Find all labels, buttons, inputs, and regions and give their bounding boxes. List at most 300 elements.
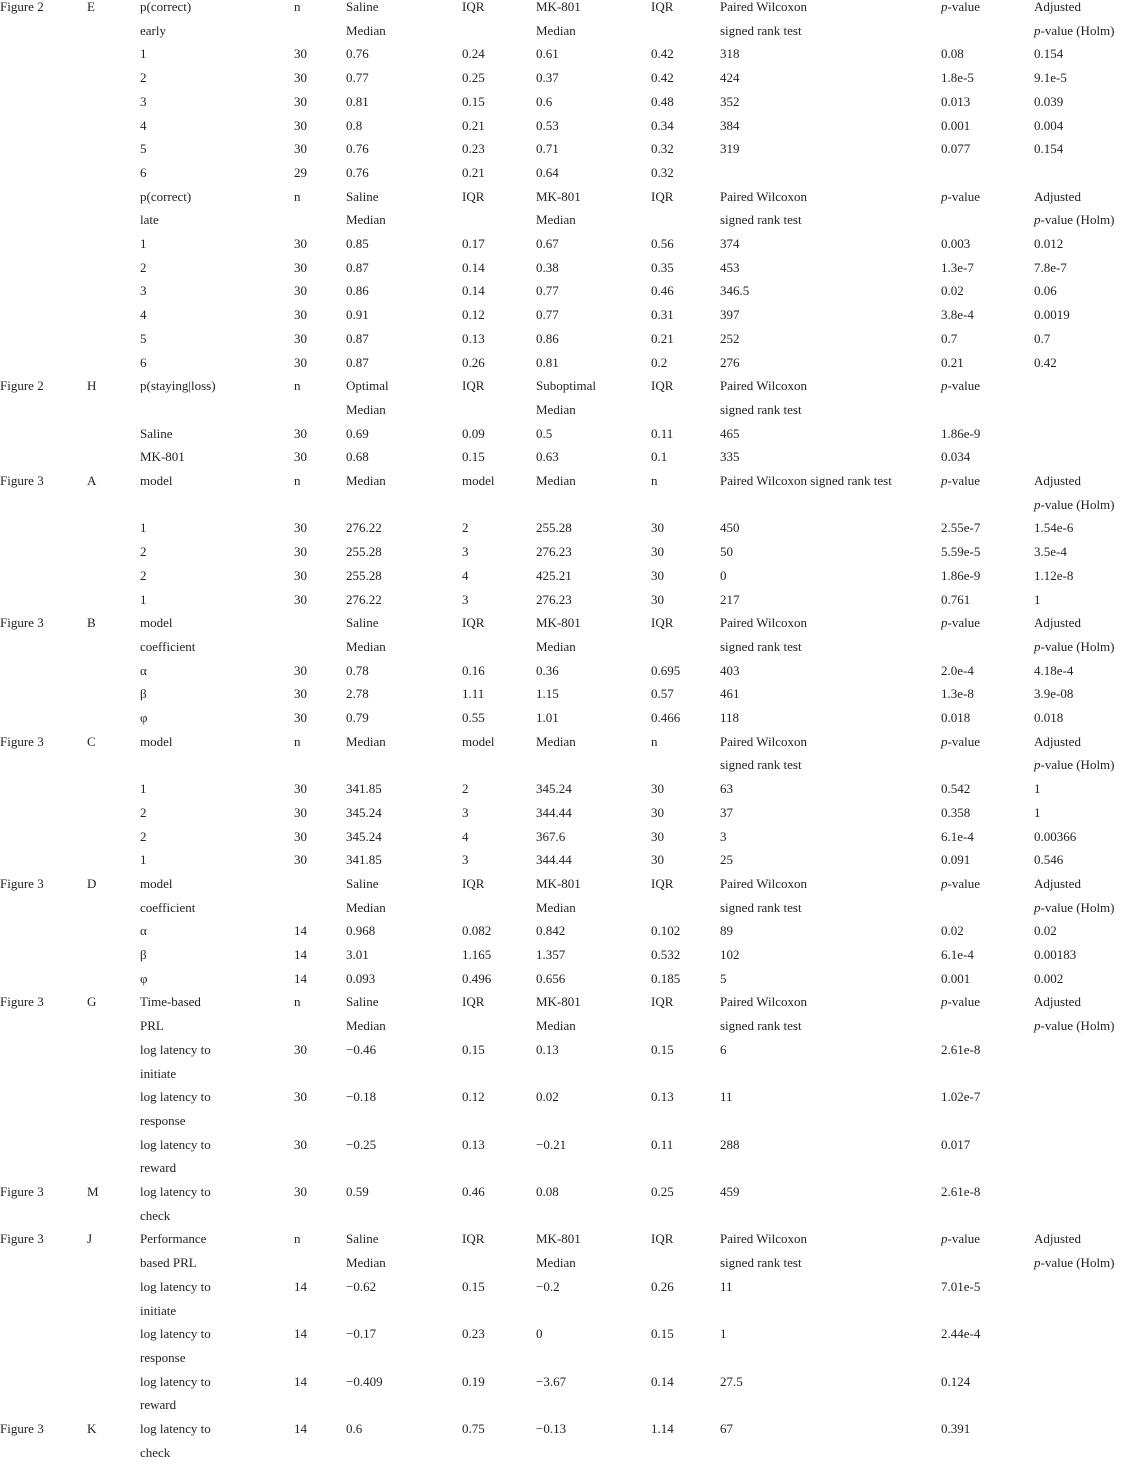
cell-panel: M (87, 1184, 99, 1199)
cell-group1: Saline (346, 615, 379, 631)
cell-test: signed rank test (720, 1255, 802, 1271)
cell-test: 3 (720, 828, 727, 844)
cell-iqr1: 0.21 (462, 117, 485, 133)
cell-test: 397 (720, 307, 740, 323)
cell-test: signed rank test (720, 212, 802, 228)
cell-p-value: 0.001 (941, 117, 971, 133)
cell-p-value: 1.02e-7 (941, 1089, 981, 1105)
cell-group1: 0.79 (346, 710, 369, 725)
cell-figure: Figure 3 (0, 994, 44, 1010)
cell-p-value: p-value (941, 733, 980, 749)
cell-iqr2: 0.25 (651, 1184, 674, 1199)
cell-iqr2: 30 (651, 544, 664, 560)
cell-test: 6 (720, 1041, 727, 1057)
cell-iqr1: 3 (462, 591, 469, 607)
cell-group1: 0.87 (346, 354, 369, 370)
table-row (0, 919, 1145, 943)
cell-group1: Median (346, 638, 386, 654)
cell-test: 461 (720, 686, 740, 702)
cell-iqr2: IQR (651, 1231, 674, 1247)
cell-group2: MK-801 (536, 188, 581, 204)
cell-n: 30 (294, 425, 307, 441)
cell-variable: 6 (140, 354, 147, 370)
table-row (0, 730, 1145, 754)
cell-adjusted-p: 1.54e-6 (1034, 520, 1074, 536)
cell-group1: 0.76 (346, 164, 369, 180)
cell-adjusted-p: p-value (Holm) (1034, 22, 1115, 38)
cell-group1: Median (346, 899, 386, 915)
cell-iqr1: 0.17 (462, 236, 485, 251)
cell-adjusted-p: p-value (Holm) (1034, 757, 1115, 773)
cell-adjusted-p: 0.004 (1034, 117, 1064, 133)
cell-iqr2: 0.26 (651, 1278, 674, 1294)
cell-test: 217 (720, 591, 740, 607)
cell-variable: 4 (140, 307, 147, 323)
cell-variable: MK-801 (140, 449, 185, 465)
cell-test: signed rank test (720, 899, 802, 915)
cell-iqr2: 30 (651, 781, 664, 797)
table-row (0, 1251, 1145, 1275)
cell-iqr1: 2 (462, 520, 469, 536)
cell-iqr1: IQR (462, 0, 485, 14)
cell-test: 25 (720, 852, 733, 868)
table-row (0, 1156, 1145, 1180)
cell-group1: Saline (346, 875, 379, 891)
cell-variable: PRL (140, 1018, 164, 1034)
cell-group2: Median (536, 899, 576, 915)
cell-iqr2: 30 (651, 828, 664, 844)
cell-n: 14 (294, 1326, 307, 1342)
cell-group1: 276.22 (346, 591, 382, 607)
cell-adjusted-p: 0.7 (1034, 330, 1051, 346)
cell-iqr1: 0.55 (462, 710, 485, 725)
cell-iqr1: 0.082 (462, 923, 492, 939)
cell-variable: response (140, 1349, 186, 1365)
cell-group2: Median (536, 638, 576, 654)
cell-n: n (294, 0, 301, 14)
cell-iqr1: 3 (462, 804, 469, 820)
cell-iqr2: n (651, 733, 658, 749)
cell-p-value: 0.02 (941, 923, 964, 939)
cell-p-value: 2.44e-4 (941, 1326, 981, 1342)
cell-panel: B (87, 615, 96, 631)
table-row (0, 1038, 1145, 1062)
cell-n: 30 (294, 520, 307, 536)
cell-group1: Saline (346, 0, 379, 14)
cell-figure: Figure 2 (0, 0, 44, 14)
cell-variable: β (140, 686, 147, 702)
cell-n: 30 (294, 283, 307, 299)
cell-test: 335 (720, 449, 740, 465)
cell-p-value: 0.091 (941, 852, 971, 868)
cell-iqr1: 0.23 (462, 1326, 485, 1342)
cell-iqr2: 0.102 (651, 923, 681, 939)
table-row (0, 351, 1145, 375)
cell-variable: 2 (140, 804, 147, 820)
cell-test: 118 (720, 710, 740, 725)
table-row (0, 469, 1145, 493)
cell-group1: Optimal (346, 378, 389, 394)
table-row (0, 256, 1145, 280)
cell-p-value: 5.59e-5 (941, 544, 981, 560)
table-row (0, 232, 1145, 256)
cell-figure: Figure 3 (0, 733, 44, 749)
cell-group2: Median (536, 22, 576, 38)
cell-n: 30 (294, 46, 307, 62)
cell-group2: 1.15 (536, 686, 559, 702)
cell-group2: 345.24 (536, 781, 572, 797)
cell-iqr2: 30 (651, 852, 664, 868)
cell-p-value: p-value (941, 615, 980, 631)
cell-iqr1: IQR (462, 994, 485, 1010)
cell-iqr1: 0.13 (462, 1136, 485, 1152)
cell-p-value: p-value (941, 473, 980, 488)
cell-group1: 0.76 (346, 46, 369, 62)
cell-iqr2: 0.34 (651, 117, 674, 133)
cell-adjusted-p: 0.154 (1034, 141, 1064, 157)
cell-iqr1: 2 (462, 781, 469, 797)
table-row (0, 1322, 1145, 1346)
cell-group1: 0.968 (346, 923, 376, 939)
cell-adjusted-p: 0.02 (1034, 923, 1057, 939)
cell-test: 1 (720, 1326, 727, 1342)
cell-iqr1: 0.19 (462, 1373, 485, 1389)
cell-p-value: 1.3e-7 (941, 259, 974, 275)
cell-variable: model (140, 875, 173, 891)
cell-n: n (294, 1231, 301, 1247)
cell-panel: C (87, 733, 96, 749)
cell-variable: coefficient (140, 899, 196, 915)
cell-iqr2: 30 (651, 567, 664, 583)
cell-variable: 5 (140, 330, 147, 346)
cell-test: Paired Wilcoxon (720, 0, 807, 14)
cell-group2: 0.71 (536, 141, 559, 157)
cell-n: 14 (294, 923, 307, 939)
cell-iqr2: 0.532 (651, 947, 681, 962)
cell-p-value: 0.034 (941, 449, 971, 465)
table-row (0, 848, 1145, 872)
cell-n: 30 (294, 117, 307, 133)
cell-p-value: 1.8e-5 (941, 70, 974, 86)
cell-iqr1: 0.12 (462, 307, 485, 323)
cell-iqr1: 4 (462, 828, 469, 844)
cell-group2: 367.6 (536, 828, 566, 844)
cell-group2: 0.13 (536, 1041, 559, 1057)
table-row (0, 1062, 1145, 1086)
table-row (0, 1085, 1145, 1109)
cell-group1: 0.093 (346, 970, 376, 986)
cell-iqr2: 0.695 (651, 662, 681, 678)
cell-group2: 0.08 (536, 1184, 559, 1199)
cell-variable: 1 (140, 46, 147, 62)
cell-group1: Saline (346, 1231, 379, 1247)
cell-group1: −0.18 (346, 1089, 377, 1105)
cell-adjusted-p: 0.00183 (1034, 947, 1077, 962)
cell-p-value: 0.003 (941, 236, 971, 251)
cell-group2: 0.64 (536, 164, 559, 180)
cell-p-value: p-value (941, 994, 980, 1010)
cell-test: signed rank test (720, 401, 802, 417)
cell-iqr2: 1.14 (651, 1421, 674, 1436)
cell-test: Paired Wilcoxon (720, 1231, 807, 1247)
cell-iqr2: 0.35 (651, 259, 674, 275)
cell-iqr1: 0.12 (462, 1089, 485, 1105)
cell-n: 14 (294, 970, 307, 986)
cell-test: 319 (720, 141, 740, 157)
cell-iqr2: 0.46 (651, 283, 674, 299)
cell-iqr2: n (651, 473, 658, 488)
cell-variable: log latency to (140, 1041, 211, 1057)
cell-variable: log latency to (140, 1421, 211, 1436)
cell-variable: 6 (140, 164, 147, 180)
cell-group1: 0.91 (346, 307, 369, 323)
cell-group1: 0.87 (346, 330, 369, 346)
cell-variable: log latency to (140, 1089, 211, 1105)
cell-variable: reward (140, 1397, 177, 1413)
cell-variable: α (140, 662, 147, 678)
cell-variable: 4 (140, 117, 147, 133)
cell-variable: Performance (140, 1231, 207, 1247)
table-row (0, 1299, 1145, 1323)
cell-adjusted-p: Adjusted (1034, 0, 1081, 14)
cell-n: 30 (294, 330, 307, 346)
cell-group2: Median (536, 212, 576, 228)
cell-variable: α (140, 923, 147, 939)
cell-adjusted-p: p-value (Holm) (1034, 212, 1115, 228)
cell-n: 30 (294, 449, 307, 465)
table-row (0, 1014, 1145, 1038)
cell-variable: model (140, 733, 173, 749)
cell-iqr1: IQR (462, 615, 485, 631)
cell-n: 30 (294, 567, 307, 583)
cell-adjusted-p: Adjusted (1034, 473, 1081, 488)
cell-group1: −0.25 (346, 1136, 377, 1152)
cell-group1: 0.76 (346, 141, 369, 157)
cell-group1: −0.17 (346, 1326, 377, 1342)
table-row (0, 1441, 1145, 1465)
table-row (0, 422, 1145, 446)
cell-variable: 3 (140, 283, 147, 299)
cell-iqr1: 0.15 (462, 449, 485, 465)
cell-panel: D (87, 875, 97, 891)
cell-adjusted-p: 0.00366 (1034, 828, 1077, 844)
cell-test: 346.5 (720, 283, 750, 299)
cell-test: Paired Wilcoxon (720, 378, 807, 394)
cell-adjusted-p: p-value (Holm) (1034, 638, 1115, 654)
cell-group2: MK-801 (536, 1231, 581, 1247)
table-row (0, 19, 1145, 43)
cell-p-value: 0.358 (941, 804, 971, 820)
cell-figure: Figure 3 (0, 1231, 44, 1247)
cell-p-value: 1.86e-9 (941, 425, 981, 441)
cell-iqr1: IQR (462, 188, 485, 204)
cell-variable: response (140, 1112, 186, 1128)
table-row (0, 398, 1145, 422)
cell-p-value: 2.61e-8 (941, 1041, 981, 1057)
cell-test: 102 (720, 947, 740, 962)
table-row (0, 896, 1145, 920)
cell-variable: log latency to (140, 1326, 211, 1342)
cell-n: 30 (294, 686, 307, 702)
cell-iqr2: 0.11 (651, 425, 674, 441)
cell-panel: E (87, 0, 95, 14)
cell-p-value: 3.8e-4 (941, 307, 974, 323)
cell-iqr1: 0.15 (462, 1278, 485, 1294)
cell-n: 14 (294, 1278, 307, 1294)
cell-p-value: p-value (941, 1231, 980, 1247)
cell-test: 67 (720, 1421, 733, 1436)
cell-adjusted-p: 9.1e-5 (1034, 70, 1067, 86)
cell-variable: late (140, 212, 159, 228)
cell-iqr2: 0.1 (651, 449, 668, 465)
table-row (0, 185, 1145, 209)
cell-iqr2: 0.42 (651, 46, 674, 62)
cell-variable: based PRL (140, 1255, 197, 1271)
cell-adjusted-p: Adjusted (1034, 188, 1081, 204)
cell-group1: 276.22 (346, 520, 382, 536)
cell-group2: Suboptimal (536, 378, 596, 394)
cell-variable: 5 (140, 141, 147, 157)
cell-iqr1: model (462, 473, 495, 488)
table-row (0, 66, 1145, 90)
cell-variable: 2 (140, 828, 147, 844)
table-row (0, 1370, 1145, 1394)
cell-test: signed rank test (720, 638, 802, 654)
cell-test: 37 (720, 804, 733, 820)
cell-p-value: 1.3e-8 (941, 686, 974, 702)
cell-adjusted-p: 0.039 (1034, 93, 1064, 109)
table-row (0, 635, 1145, 659)
cell-p-value: 2.61e-8 (941, 1184, 981, 1199)
cell-group1: Median (346, 1018, 386, 1034)
cell-variable: p(staying|loss) (140, 378, 216, 394)
cell-n: 30 (294, 781, 307, 797)
cell-test: signed rank test (720, 757, 802, 773)
cell-iqr1: 0.24 (462, 46, 485, 62)
cell-variable: log latency to (140, 1373, 211, 1389)
cell-group1: −0.62 (346, 1278, 377, 1294)
cell-group2: 0.61 (536, 46, 559, 62)
cell-test: 0 (720, 567, 727, 583)
table-row (0, 967, 1145, 991)
cell-group2: 0.656 (536, 970, 566, 986)
cell-variable: model (140, 615, 173, 631)
table-row (0, 753, 1145, 777)
table-row (0, 1133, 1145, 1157)
cell-n: 30 (294, 93, 307, 109)
cell-adjusted-p: 0.002 (1034, 970, 1064, 986)
cell-n: 30 (294, 828, 307, 844)
cell-variable: check (140, 1444, 171, 1460)
cell-test: 288 (720, 1136, 740, 1152)
cell-group1: 2.78 (346, 686, 369, 702)
cell-adjusted-p: 3.9e-08 (1034, 686, 1074, 702)
cell-iqr2: 0.2 (651, 354, 668, 370)
cell-group2: 0.81 (536, 354, 559, 370)
cell-test: 5 (720, 970, 727, 986)
cell-p-value: 0.7 (941, 330, 958, 346)
cell-iqr1: 0.46 (462, 1184, 485, 1199)
cell-variable: Time-based (140, 994, 201, 1010)
cell-test: signed rank test (720, 22, 802, 38)
cell-iqr1: 0.09 (462, 425, 485, 441)
cell-n: 30 (294, 259, 307, 275)
cell-group2: MK-801 (536, 615, 581, 631)
cell-iqr1: 0.15 (462, 1041, 485, 1057)
cell-group1: −0.409 (346, 1373, 383, 1389)
table-row (0, 1204, 1145, 1228)
cell-group2: −3.67 (536, 1373, 567, 1389)
cell-group2: 0 (536, 1326, 543, 1342)
cell-variable: 2 (140, 70, 147, 86)
cell-n: 30 (294, 804, 307, 820)
cell-n: n (294, 733, 301, 749)
cell-n: n (294, 994, 301, 1010)
cell-group2: MK-801 (536, 994, 581, 1010)
table-row (0, 1417, 1145, 1441)
cell-adjusted-p: 0.42 (1034, 354, 1057, 370)
table-row (0, 374, 1145, 398)
cell-adjusted-p: Adjusted (1034, 875, 1081, 891)
table-row (0, 659, 1145, 683)
cell-iqr1: 0.14 (462, 283, 485, 299)
table-row (0, 493, 1145, 517)
cell-group2: 425.21 (536, 567, 572, 583)
cell-iqr2: 30 (651, 520, 664, 536)
cell-variable: log latency to (140, 1278, 211, 1294)
cell-variable: 1 (140, 781, 147, 797)
cell-adjusted-p: 3.5e-4 (1034, 544, 1067, 560)
cell-variable: 2 (140, 259, 147, 275)
table-row (0, 90, 1145, 114)
table-row (0, 208, 1145, 232)
cell-iqr2: IQR (651, 615, 674, 631)
cell-group1: 341.85 (346, 852, 382, 868)
cell-iqr2: 0.32 (651, 141, 674, 157)
cell-iqr1: IQR (462, 1231, 485, 1247)
cell-group1: 0.6 (346, 1421, 363, 1436)
cell-test: 318 (720, 46, 740, 62)
cell-test: signed rank test (720, 1018, 802, 1034)
cell-group2: 255.28 (536, 520, 572, 536)
cell-test: Paired Wilcoxon signed rank test (720, 473, 892, 488)
cell-p-value: 6.1e-4 (941, 828, 974, 844)
cell-group2: 276.23 (536, 591, 572, 607)
cell-iqr2: 0.185 (651, 970, 681, 986)
cell-iqr1: 0.16 (462, 662, 485, 678)
cell-group1: 345.24 (346, 828, 382, 844)
cell-test: 11 (720, 1089, 733, 1105)
cell-test: 384 (720, 117, 740, 133)
cell-group2: −0.21 (536, 1136, 567, 1152)
cell-group2: 0.36 (536, 662, 559, 678)
cell-group2: 0.02 (536, 1089, 559, 1105)
table-row (0, 1393, 1145, 1417)
cell-variable: 1 (140, 852, 147, 868)
cell-group1: Median (346, 1255, 386, 1271)
cell-n: 30 (294, 1041, 307, 1057)
cell-adjusted-p: 1 (1034, 781, 1041, 797)
cell-n: n (294, 473, 301, 488)
cell-p-value: 0.017 (941, 1136, 971, 1152)
cell-variable: φ (140, 710, 148, 725)
cell-n: 30 (294, 236, 307, 251)
cell-figure: Figure 2 (0, 378, 44, 394)
cell-n: 30 (294, 662, 307, 678)
cell-variable: check (140, 1207, 171, 1223)
cell-iqr2: 0.13 (651, 1089, 674, 1105)
cell-group1: 0.77 (346, 70, 369, 86)
